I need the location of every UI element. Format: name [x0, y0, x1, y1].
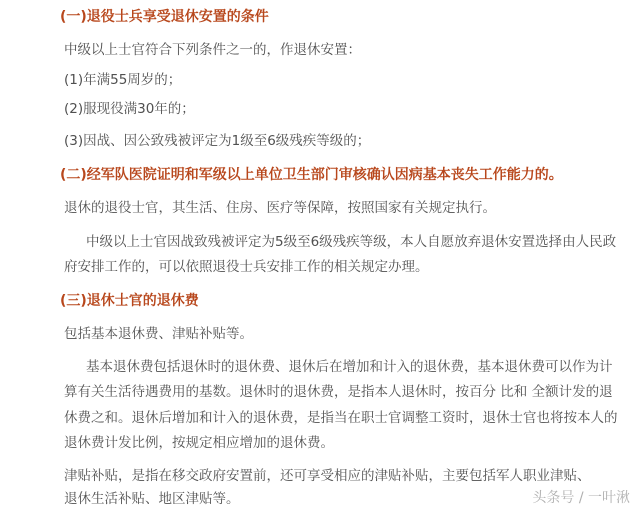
section-2-heading: (二)经军队医院证明和军级以上单位卫生部门审核确认因病基本丧失工作能力的。: [60, 167, 563, 183]
section-3-paragraph: 包括基本退休费、津贴补贴等。: [64, 326, 253, 342]
section-3-paragraph: 算有关生活待遇费用的基数。退休时的退休费，是指本人退休时，按百分 比和 全额计发的退: [64, 384, 613, 400]
section-3-paragraph: 休费之和。退休后增加和计入的退休费，是指当在职士官调整工资时，退休士官也将按本人的: [64, 410, 618, 426]
watermark: 头条号 / 一叶湫: [532, 490, 630, 506]
section-3-heading: (三)退休士官的退休费: [60, 293, 199, 309]
condition-item: (3)因战、因公致残被评定为1级至6级残疾等级的；: [64, 133, 371, 149]
section-2-paragraph: 府安排工作的，可以依照退役士兵安排工作的相关规定办理。: [64, 259, 429, 275]
condition-item: (1)年满55周岁的；: [64, 72, 182, 88]
section-3-paragraph: 津贴补贴，是指在移交政府安置前，还可享受相应的津贴补贴，主要包括军人职业津贴、: [64, 468, 591, 484]
section-3-paragraph: 基本退休费包括退休时的退休费、退休后在增加和计入的退休费，基本退休费可以作为计: [86, 359, 613, 375]
section-2-paragraph: 退休的退役士官，其生活、住房、医疗等保障，按照国家有关规定执行。: [64, 200, 496, 216]
section-2-paragraph: 中级以上士官因战致残被评定为5级至6级残疾等级，本人自愿放弃退休安置选择由人民政: [86, 234, 617, 250]
condition-item: (2)服现役满30年的；: [64, 101, 195, 117]
section-1-paragraph: 中级以上士官符合下列条件之一的，作退休安置：: [64, 42, 361, 58]
section-3-paragraph: 退休费计发比例，按规定相应增加的退休费。: [64, 435, 334, 451]
section-3-paragraph: 退休生活补贴、地区津贴等。: [64, 491, 240, 507]
section-1-heading: (一)退役士兵享受退休安置的条件: [60, 9, 269, 25]
